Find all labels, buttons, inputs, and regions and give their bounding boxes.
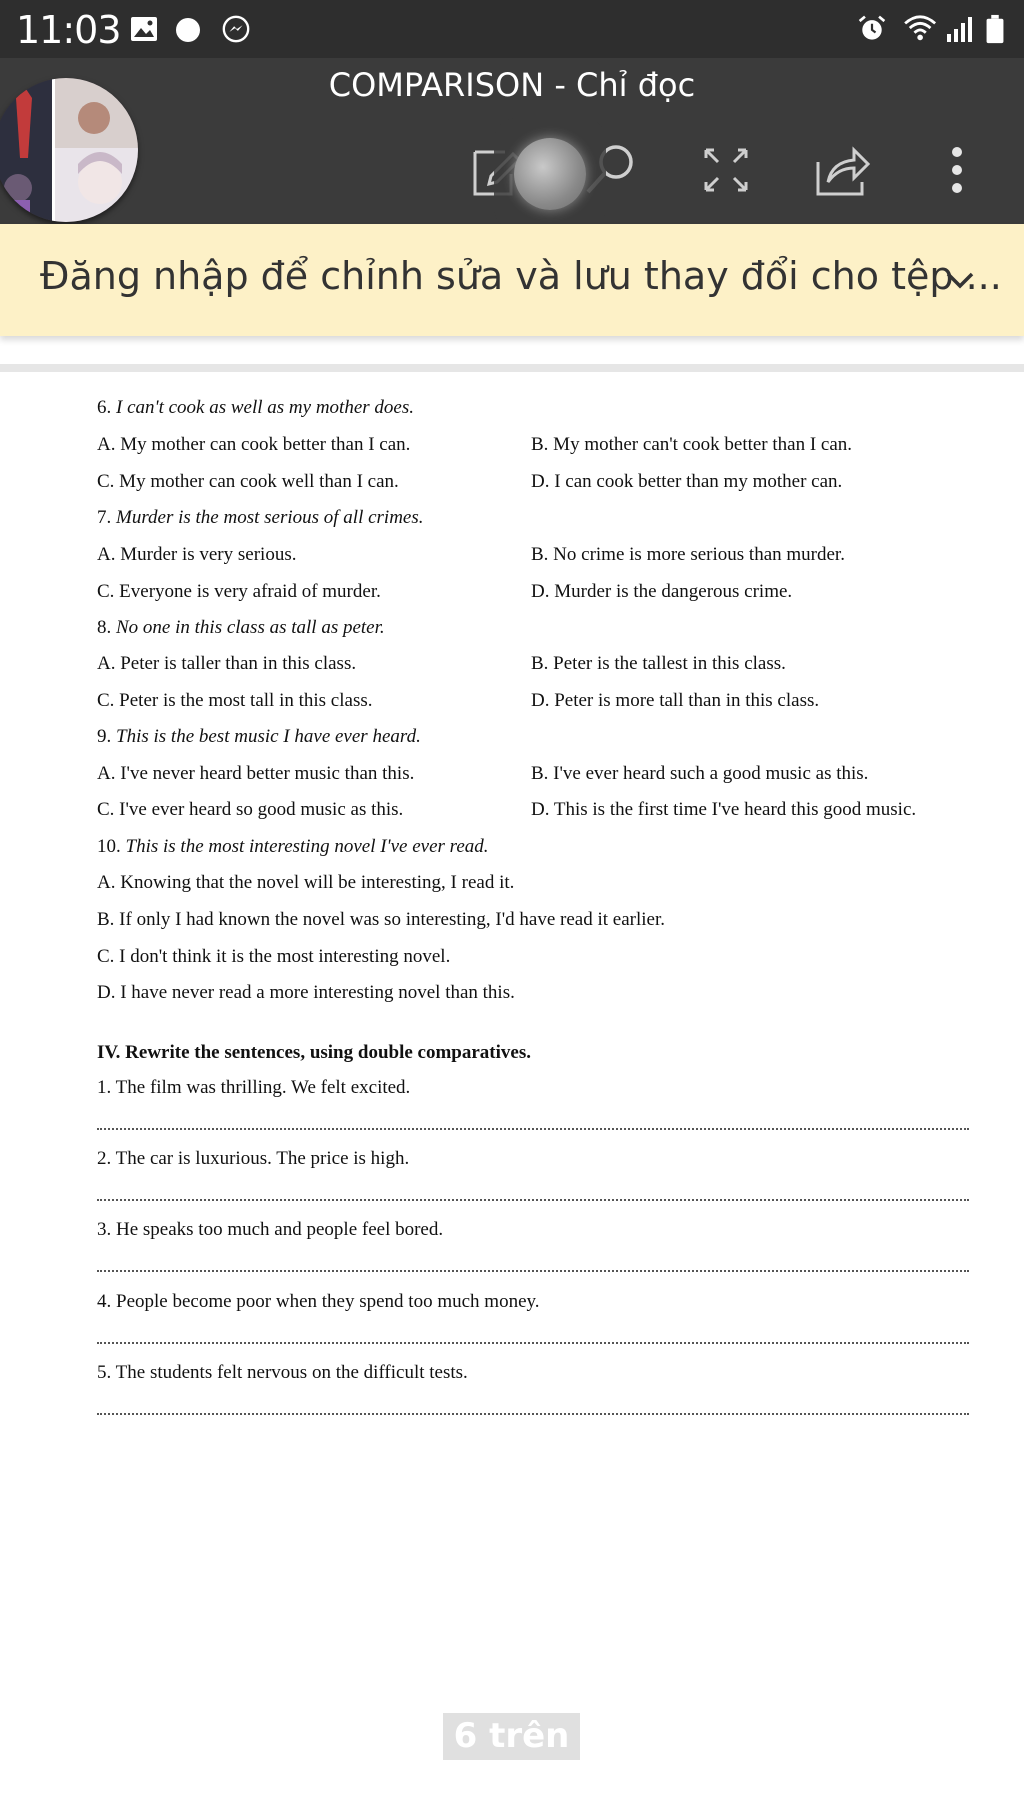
alarm-icon <box>855 14 889 44</box>
option-b: B. I've ever heard such a good music as this. <box>531 763 869 784</box>
avatar[interactable] <box>0 78 138 222</box>
document-title: COMPARISON - Chỉ đọc <box>328 66 696 104</box>
option-b: B. Peter is the tallest in this class. <box>531 653 786 674</box>
option-c: C. Peter is the most tall in this class. <box>97 690 373 711</box>
more-icon <box>925 138 989 202</box>
messenger-icon <box>220 14 252 44</box>
image-icon <box>130 14 158 44</box>
rewrite-item: 3. He speaks too much and people feel bored. <box>97 1219 444 1240</box>
page-separator <box>0 364 1024 372</box>
option-d: D. Peter is more tall than in this class. <box>531 690 820 711</box>
question-prompt: This is the most interesting novel I've ever read. <box>125 836 489 857</box>
signal-icon <box>945 14 975 44</box>
section-heading: IV. Rewrite the sentences, using double comparatives. <box>97 1042 531 1063</box>
answer-line <box>97 1199 969 1201</box>
floating-bubble-icon <box>514 138 586 210</box>
option-d: D. This is the first time I've heard this good music. <box>531 799 917 820</box>
more-options-button[interactable] <box>925 138 989 202</box>
fullscreen-button[interactable] <box>694 138 758 202</box>
share-button[interactable] <box>810 138 874 202</box>
option-d: D. I have never read a more interesting novel than this. <box>97 982 515 1003</box>
page-indicator: 6 trên 6 <box>443 1713 580 1760</box>
question-7: 7. Murder is the most serious of all crimes. <box>97 507 424 528</box>
option-c: C. My mother can cook well than I can. <box>97 471 399 492</box>
question-prompt: This is the best music I have ever heard. <box>116 726 421 747</box>
chevron-down-icon[interactable] <box>940 260 980 300</box>
floating-assistive-button[interactable] <box>494 118 606 230</box>
answer-line <box>97 1413 969 1415</box>
option-b: B. If only I had known the novel was so interesting, I'd have read it earlier. <box>97 909 665 930</box>
option-c: C. I've ever heard so good music as this. <box>97 799 404 820</box>
app-toolbar <box>0 58 1024 224</box>
rewrite-item: 2. The car is luxurious. The price is high. <box>97 1148 410 1169</box>
status-time: 11:03 <box>16 8 121 52</box>
question-6: 6. I can't cook as well as my mother does. <box>97 397 414 418</box>
signin-banner[interactable] <box>0 224 1024 336</box>
question-prompt: No one in this class as tall as peter. <box>116 617 385 638</box>
question-prompt: I can't cook as well as my mother does. <box>116 397 414 418</box>
share-icon <box>810 138 874 202</box>
option-a: A. I've never heard better music than this. <box>97 763 415 784</box>
option-c: C. Everyone is very afraid of murder. <box>97 581 381 602</box>
question-9: 9. This is the best music I have ever heard. <box>97 726 421 747</box>
signin-banner-text: Đăng nhập để chỉnh sửa và lưu thay đổi cho tệp ... <box>40 254 1002 298</box>
option-b: B. No crime is more serious than murder. <box>531 544 845 565</box>
status-bar <box>0 0 1024 58</box>
wifi-icon <box>900 14 944 44</box>
option-c: C. I don't think it is the most interesting novel. <box>97 946 451 967</box>
option-a: A. Knowing that the novel will be interesting, I read it. <box>97 872 515 893</box>
answer-line <box>97 1342 969 1344</box>
rewrite-item: 5. The students felt nervous on the difficult tests. <box>97 1362 468 1383</box>
option-b: B. My mother can't cook better than I can. <box>531 434 853 455</box>
option-a: A. My mother can cook better than I can. <box>97 434 411 455</box>
option-a: A. Peter is taller than in this class. <box>97 653 357 674</box>
avatar-collage-icon <box>0 78 138 222</box>
battery-icon <box>983 14 1007 44</box>
fullscreen-icon <box>694 138 758 202</box>
option-a: A. Murder is very serious. <box>97 544 297 565</box>
rewrite-item: 4. People become poor when they spend too much money. <box>97 1291 540 1312</box>
answer-line <box>97 1270 969 1272</box>
question-prompt: Murder is the most serious of all crimes. <box>116 507 424 528</box>
question-8: 8. No one in this class as tall as peter. <box>97 617 385 638</box>
answer-line <box>97 1128 969 1130</box>
option-d: D. I can cook better than my mother can. <box>531 471 843 492</box>
rewrite-item: 1. The film was thrilling. We felt excited. <box>97 1077 411 1098</box>
option-d: D. Murder is the dangerous crime. <box>531 581 793 602</box>
question-10: 10. This is the most interesting novel I've ever read. <box>97 836 489 857</box>
dot-icon <box>174 14 202 44</box>
